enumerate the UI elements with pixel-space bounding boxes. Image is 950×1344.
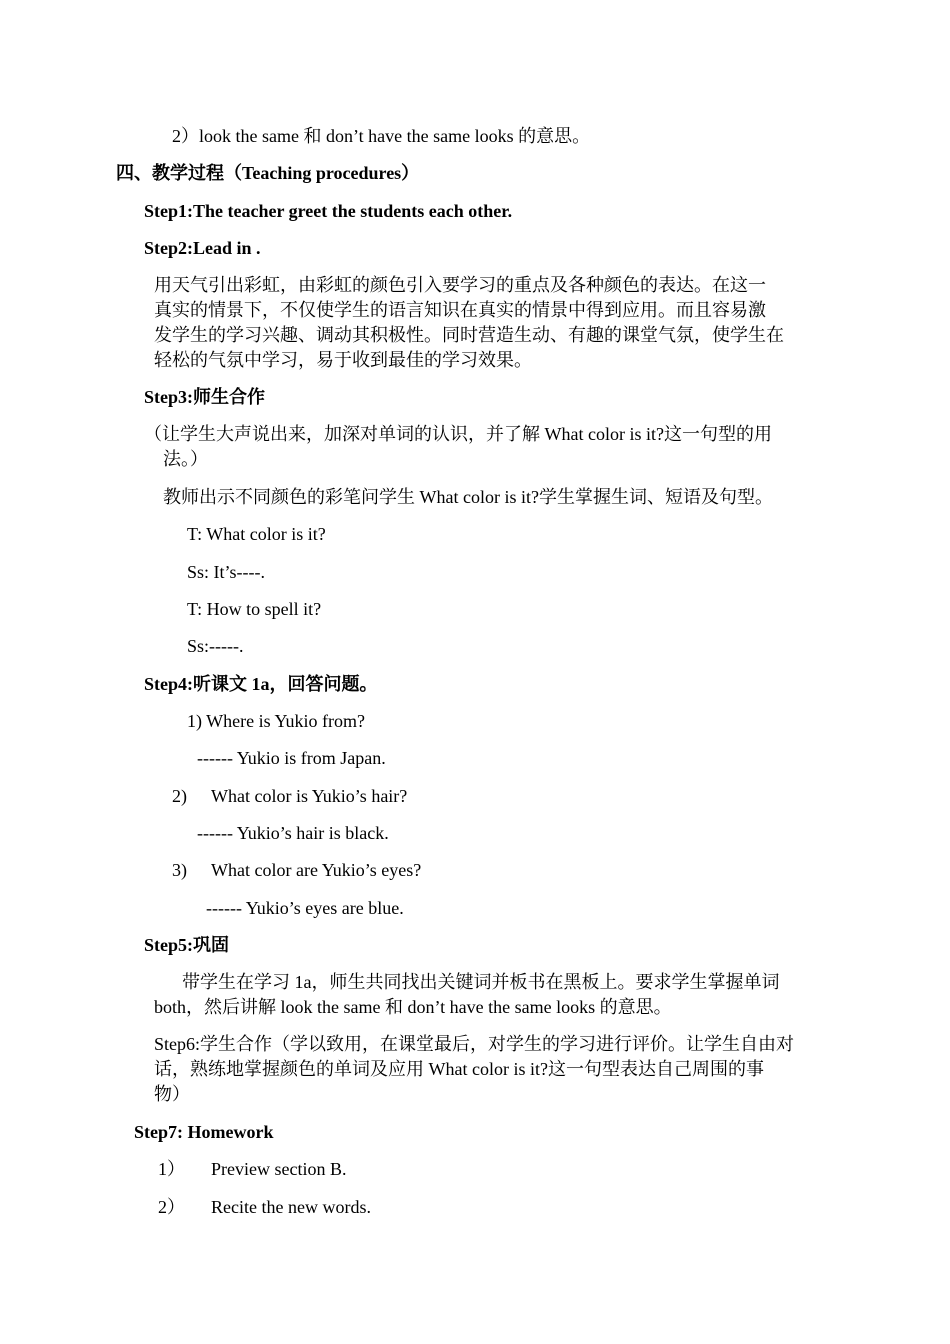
step5-paragraph-line: 带学生在学习 1a，师生共同找出关键词并板书在黑板上。要求学生掌握单词 [182, 972, 780, 992]
question-2: What color is Yukio’s hair? [211, 786, 408, 806]
step5-paragraph-line: both，然后讲解 look the same 和 don’t have the same looks 的意思。 [154, 997, 672, 1017]
dialogue-line: T: What color is it? [187, 524, 326, 544]
question-3: What color are Yukio’s eyes? [211, 860, 422, 880]
step2-paragraph-line: 真实的情景下，不仅使学生的语言知识在真实的情景中得到应用。而且容易激 [154, 300, 766, 320]
step2-paragraph-line: 发学生的学习兴趣、调动其积极性。同时营造生动、有趣的课堂气氛，使学生在 [154, 325, 784, 345]
step6-paragraph-line: 话，熟练地掌握颜色的单词及应用 What color is it?这一句型表达自己周围的事 [154, 1059, 764, 1079]
step3-paragraph-line: （让学生大声说出来，加深对单词的认识，并了解 What color is it?这一句型的用 [144, 424, 772, 444]
step6-paragraph-line: 物） [154, 1084, 190, 1104]
homework-1-number: 1） [158, 1159, 185, 1179]
dialogue-line: Ss:-----. [187, 636, 244, 656]
homework-2: Recite the new words. [211, 1197, 371, 1217]
step7-heading: Step7: Homework [134, 1122, 274, 1142]
step2-paragraph-line: 用天气引出彩虹，由彩虹的颜色引入要学习的重点及各种颜色的表达。在这一 [154, 275, 766, 295]
answer-1: ------ Yukio is from Japan. [197, 748, 386, 768]
step3-heading: Step3:师生合作 [144, 387, 265, 407]
question-2-number: 2) [172, 786, 187, 806]
answer-3: ------ Yukio’s eyes are blue. [206, 898, 404, 918]
homework-1: Preview section B. [211, 1159, 347, 1179]
step5-heading: Step5:巩固 [144, 935, 229, 955]
step4-heading: Step4:听课文 1a，回答问题。 [144, 674, 378, 694]
objective-line-2: 2）look the same 和 don’t have the same looks 的意思。 [172, 126, 591, 146]
step3-paragraph-line: 法。） [163, 449, 208, 469]
step3-paragraph-line: 教师出示不同颜色的彩笔问学生 What color is it?学生掌握生词、短语及句型。 [163, 487, 773, 507]
step1-heading: Step1:The teacher greet the students each other. [144, 201, 513, 221]
question-3-number: 3) [172, 860, 187, 880]
homework-2-number: 2） [158, 1197, 185, 1217]
step2-paragraph-line: 轻松的气氛中学习，易于收到最佳的学习效果。 [154, 350, 532, 370]
answer-2: ------ Yukio’s hair is black. [197, 823, 389, 843]
section-heading-teaching-procedures: 四、教学过程（Teaching procedures） [116, 163, 420, 183]
question-1: 1) Where is Yukio from? [187, 711, 365, 731]
step2-heading: Step2:Lead in . [144, 238, 261, 258]
dialogue-line: T: How to spell it? [187, 599, 322, 619]
dialogue-line: Ss: It’s----. [187, 562, 265, 582]
step6-paragraph-line: Step6:学生合作（学以致用，在课堂最后，对学生的学习进行评价。让学生自由对 [154, 1034, 794, 1054]
